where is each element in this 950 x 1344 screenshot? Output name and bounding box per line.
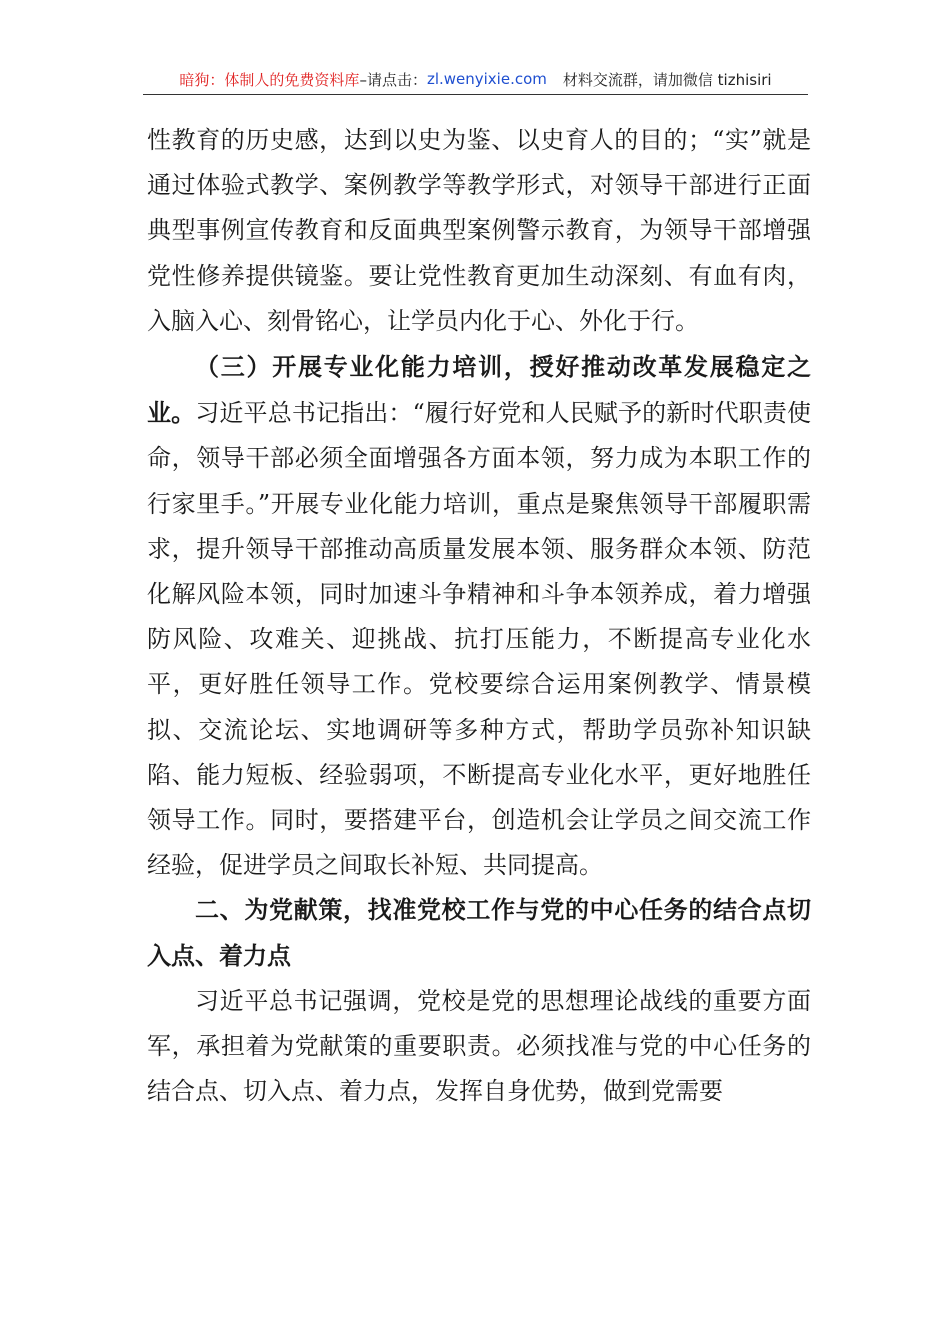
document-body [147, 118, 811, 1114]
paragraph-section-two-intro: 习近平总书记强调，党校是党的思想理论战线的重要方面军，承担着为党献策的重要职责。必须找准与党的中心任务的结合点、切入点、着力点，发挥自身优势，做到党需要 [147, 986, 811, 1106]
header-link[interactable]: zl.wenyixie.com [426, 70, 547, 88]
paragraph-section-three [147, 344, 811, 888]
header-wechat: 材料交流群，请加微信 tizhisiri [562, 70, 772, 89]
section-three-body: 习近平总书记指出：“履行好党和人民赋予的新时代职责使命，领导干部必须全面增强各方面本领，努力成为本职工作的行家里手。”开展专业化能力培训，重点是聚焦领导干部履职需求，提升领导干部推动高质量发展本领、服务群众本领、防范化解风险本领，同时加速斗争精神和斗争本领养成，着力增强防风险、攻难关、迎挑战、抗打压能力，不断提高专业化水平，更好胜任领导工作。党校要综合运用案例教学、情景模拟、交流论坛、实地调研等多种方式，帮助学员弥补知识缺陷、能力短板、经验弱项，不断提高专业化水平，更好地胜任领导工作。同时，要搭建平台，创造机会让学员之间交流工作经验，促进学员之间取长补短、共同提高。 [147, 399, 811, 880]
header-separator: –请点击： [359, 70, 427, 89]
page-header [143, 64, 808, 95]
section-three-title: （三）开展专业化能力培训，授好推动改革发展稳定之业。 [147, 352, 811, 428]
paragraph-continuation: 性教育的历史感，达到以史为鉴、以史育人的目的；“实”就是通过体验式教学、案例教学等教学形式，对领导干部进行正面典型事例宣传教育和反面典型案例警示教育，为领导干部增强党性修养提供镜鉴。要让党性教育更加生动深刻、有血有肉，入脑入心、刻骨铭心，让学员内化于心、外化于行。 [147, 126, 811, 335]
header-brand: 暗狗：体制人的免费资料库 [179, 70, 360, 89]
section-heading-two: 二、为党献策，找准党校工作与党的中心任务的结合点切入点、着力点 [147, 896, 811, 970]
